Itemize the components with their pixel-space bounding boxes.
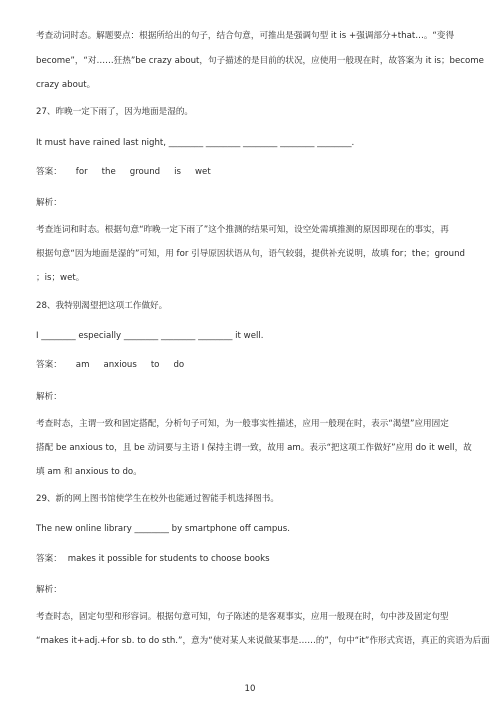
analysis-line: 考查时态，固定句型和形容词。根据句意可知，句子陈述的是客观事实，应用一般现在时，句中涉及固定句型 [36, 612, 449, 622]
answer-word: anxious [103, 360, 137, 370]
answer-text: makes it possible for students to choose books [67, 554, 270, 564]
answer-word: am [75, 360, 90, 370]
analysis-label: 解析： [36, 198, 62, 208]
analysis-line: 考查时态，主谓一致和固定搭配，分析句子可知，为一般事实性描述，应用一般现在时，表示“渴望”应用固定 [36, 419, 449, 429]
question-title: 29、新的网上图书馆使学生在校外也能通过智能手机选择图书。 [36, 494, 279, 504]
question-sentence: The new online library ________ by smartphone off campus. [36, 524, 290, 534]
question-sentence: I ________ especially ________ ________ ________ it well. [36, 331, 264, 341]
question-title: 27、昨晚一定下雨了，因为地面是湿的。 [36, 107, 194, 117]
answer-word: the [101, 167, 116, 177]
analysis-label: 解析： [36, 392, 62, 402]
answer-line [36, 359, 184, 371]
analysis-line: “makes it+adj.+for sb. to do sth.”，意为“使对某人来说做某事是……的”，句中“it”作形式宾语，真正的宾语为后面 [36, 636, 490, 646]
answer-word: do [173, 360, 185, 370]
analysis-line: ；is；wet。 [36, 273, 85, 283]
analysis-line: 搭配 be anxious to，且 be 动词要与主语 I 保持主谓一致，故用 am。表示“把这项工作做好”应用 do it well，故 [36, 443, 472, 453]
analysis-line: 填 am 和 anxious to do。 [36, 467, 142, 477]
analysis-line: 考查动词时态。解题要点：根据所给出的句子，结合句意，可推出是强调句型 it is +强调部分+that…。“变得 [36, 31, 455, 41]
answer-label: 答案： [36, 360, 62, 370]
answer-word: wet [195, 167, 211, 177]
answer-word: to [150, 360, 160, 370]
answer-word: ground [129, 167, 161, 177]
answer-label: 答案： [36, 167, 62, 177]
analysis-line: crazy about。 [36, 80, 96, 90]
answer-label: 答案： [36, 554, 62, 564]
analysis-line: 根据句意“因为地面是湿的”可知，用 for 引导原因状语从句，语气较弱，提供补充说明，故填 for；the；ground [36, 249, 465, 259]
question-sentence: It must have rained last night, ________ ________ ________ ________ ________. [36, 138, 355, 148]
page-number: 10 [244, 684, 256, 694]
answer-word: for [75, 167, 88, 177]
analysis-line: 考查连词和时态。根据句意“昨晚一定下雨了”这个推测的结果可知，设空处需填推测的原因即现在的事实，再 [36, 225, 449, 235]
answer-line [36, 166, 211, 178]
analysis-line: become”，“对……狂热”be crazy about，句子描述的是目前的状况，应使用一般现在时，故答案为 it is；become [36, 56, 484, 66]
analysis-label: 解析： [36, 585, 62, 595]
answer-word: is [174, 167, 182, 177]
question-title: 28、我特别渴望把这项工作做好。 [36, 301, 168, 311]
answer-line [36, 553, 270, 565]
